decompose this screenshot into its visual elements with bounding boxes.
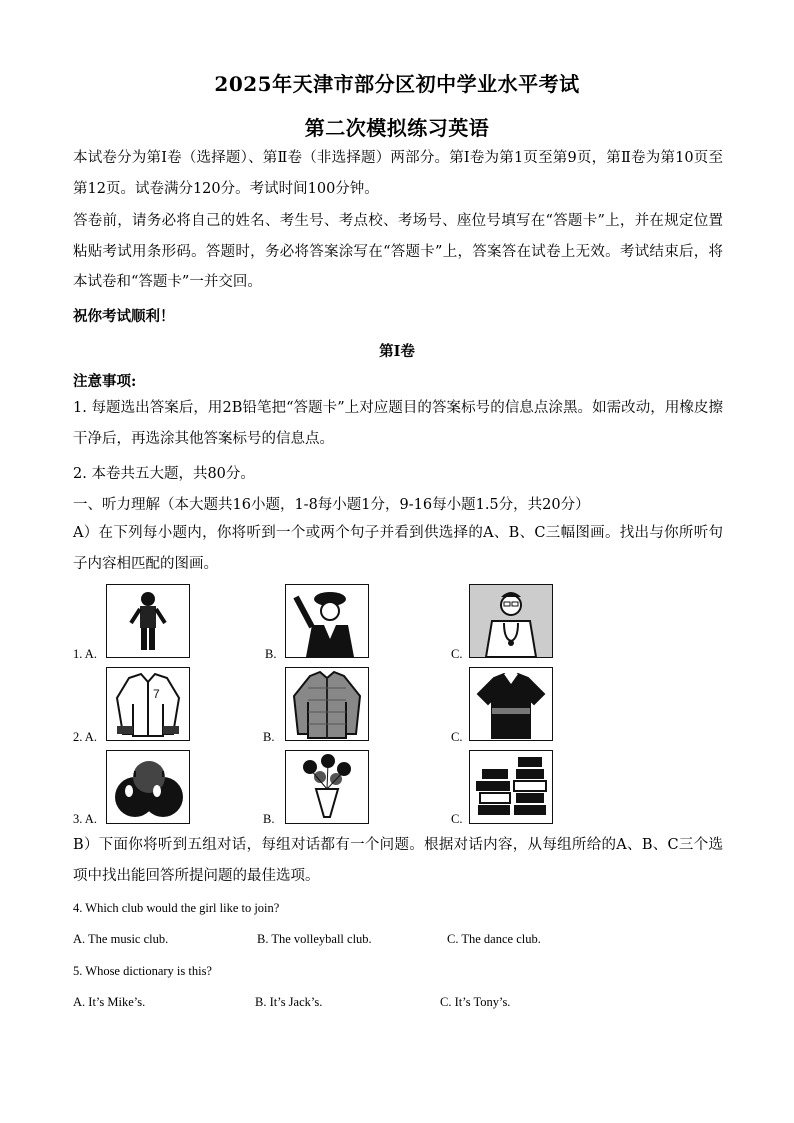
q3-option-b-label: B.: [263, 812, 275, 826]
polo-shirt-icon: [469, 667, 553, 741]
question-5-option-b: B. It’s Jack’s.: [255, 995, 323, 1009]
q1-option-c-label: C.: [451, 647, 463, 661]
note-2: 2. 本卷共五大题，共80分。: [73, 466, 255, 482]
flowers-icon: [285, 750, 369, 824]
note-1: 1. 每题选出答案后，用2B铅笔把“答题卡”上对应题目的答案标号的信息点涂黑。如需改动，用橡皮擦干净后，再选涂其他答案标号的信息点。: [73, 400, 723, 447]
question-5: 5. Whose dictionary is this?: [73, 964, 212, 978]
question-4-option-b: B. The volleyball club.: [257, 932, 372, 946]
intro-paragraph-1: 本试卷分为第Ⅰ卷（选择题）、第Ⅱ卷（非选择题）两部分。第Ⅰ卷为第1页至第9页，第Ⅱ卷为第10页至第12页。试卷满分120分。考试时间100分钟。: [73, 150, 723, 197]
q1-label: 1. A.: [73, 647, 97, 661]
jacket-icon: [106, 667, 190, 741]
intro-wish: 祝你考试顺利！: [73, 308, 175, 325]
question-5-option-a: A. It’s Mike’s.: [73, 995, 146, 1009]
notes-title: 注意事项:: [73, 373, 137, 390]
q2-option-c-label: C.: [451, 730, 463, 744]
exam-subtitle: 第二次模拟练习英语: [304, 116, 490, 140]
volume-heading: 第Ⅰ卷: [379, 343, 415, 360]
q3-option-c-label: C.: [451, 812, 463, 826]
question-5-option-c: C. It’s Tony’s.: [440, 995, 511, 1009]
q2-option-b-label: B.: [263, 730, 275, 744]
intro-paragraph-2: 答卷前，请务必将自己的姓名、考生号、考点校、考场号、座位号填写在“答题卡”上，并在规定位置粘贴考试用条形码。答题时，务必将答案涂写在“答题卡”上，答案答在试卷上无效。考试结束后，将本试卷和“答题卡”一并交回。: [73, 213, 723, 290]
exam-title: 2025年天津市部分区初中学业水平考试: [214, 72, 580, 96]
doctor-icon: [469, 584, 553, 658]
boy-standing-icon: [106, 584, 190, 658]
section-heading: 一、听力理解（本大题共16小题，1-8每小题1分，9-16每小题1.5分，共20分）: [73, 497, 590, 513]
books-icon: [469, 750, 553, 824]
question-4-option-c: C. The dance club.: [447, 932, 541, 946]
sweater-icon: [285, 667, 369, 741]
svg-text:7: 7: [153, 687, 160, 701]
question-4: 4. Which club would the girl like to join?: [73, 901, 280, 915]
question-4-option-a: A. The music club.: [73, 932, 169, 946]
q3-label: 3. A.: [73, 812, 97, 826]
part-a-instructions: A）在下列每小题内，你将听到一个或两个句子并看到供选择的A、B、C三幅图画。找出与你所听句子内容相匹配的图画。: [73, 525, 723, 572]
q2-label: 2. A.: [73, 730, 97, 744]
police-officer-icon: [285, 584, 369, 658]
q1-option-b-label: B.: [265, 647, 277, 661]
apples-icon: [106, 750, 190, 824]
part-b-instructions: B）下面你将听到五组对话，每组对话都有一个问题。根据对话内容，从每组所给的A、B、C三个选项中找出能回答所提问题的最佳选项。: [73, 837, 723, 884]
